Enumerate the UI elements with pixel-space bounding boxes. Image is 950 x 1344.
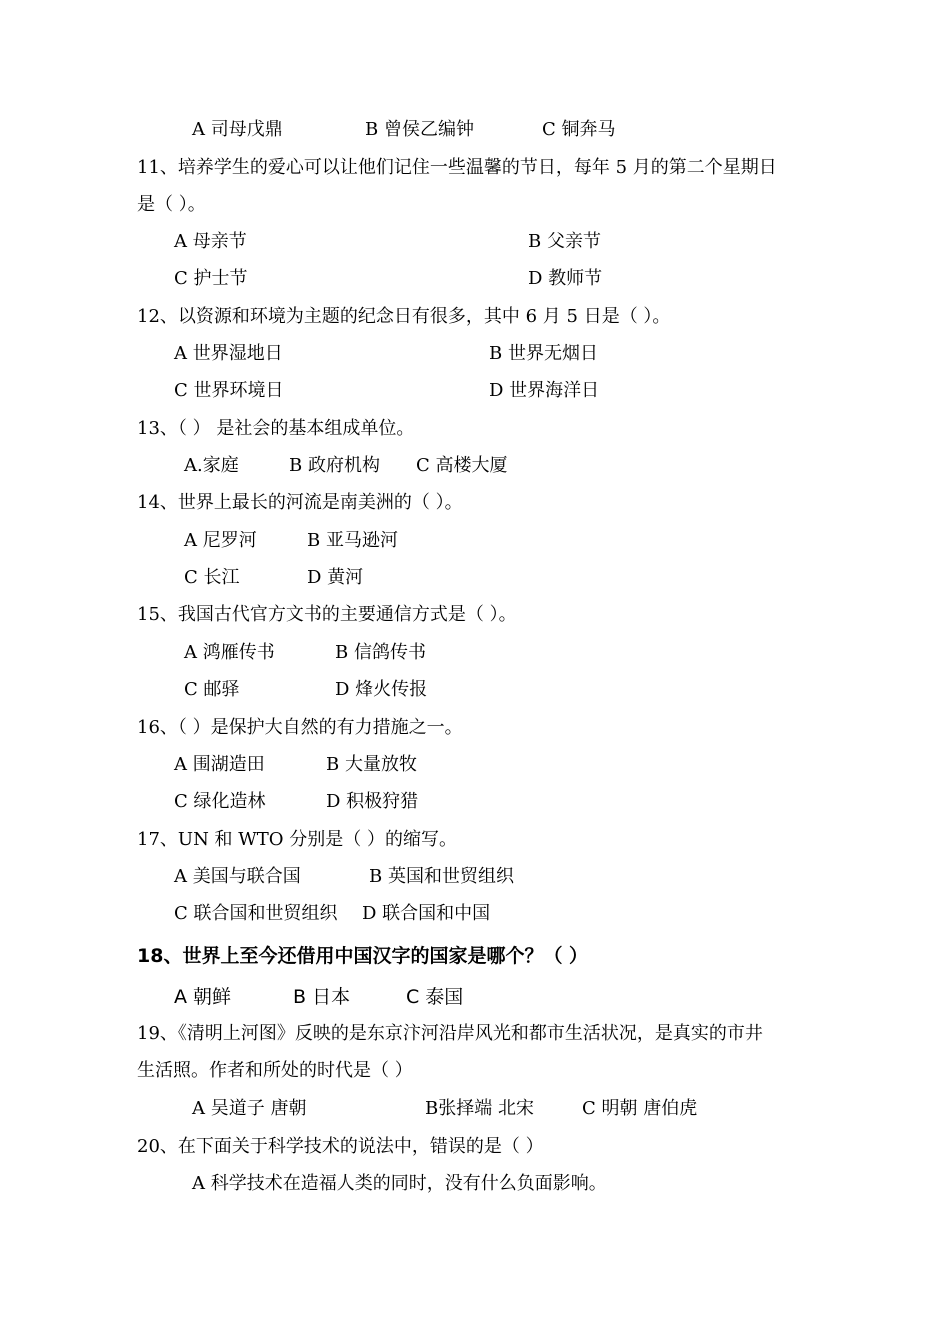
q17-option-d: D 联合国和中国 xyxy=(362,903,491,924)
q11-option-a: A 母亲节 xyxy=(174,231,247,252)
q15-option-b: B 信鸽传书 xyxy=(335,642,426,663)
q13-option-a: A.家庭 xyxy=(184,455,239,476)
q20-option-a: A 科学技术在造福人类的同时，没有什么负面影响。 xyxy=(192,1173,607,1194)
q15-option-a: A 鸿雁传书 xyxy=(184,642,275,663)
q19-option-c: C 明朝 唐伯虎 xyxy=(582,1098,698,1119)
q16-option-d: D 积极狩猎 xyxy=(326,791,419,812)
q17-option-c: C 联合国和世贸组织 xyxy=(174,903,338,924)
question-19-line-1: 19、《清明上河图》反映的是东京汴河沿岸风光和都市生活状况，是真实的市井 xyxy=(137,1023,763,1044)
q14-option-b: B 亚马逊河 xyxy=(307,530,398,551)
q14-option-d: D 黄河 xyxy=(307,567,364,588)
q13-option-c: C 高楼大厦 xyxy=(416,455,508,476)
question-16: 16、（ ）是保护大自然的有力措施之一。 xyxy=(137,717,463,738)
q17-option-a: A 美国与联合国 xyxy=(174,866,301,887)
q13-option-b: B 政府机构 xyxy=(289,455,380,476)
question-14: 14、世界上最长的河流是南美洲的（ ）。 xyxy=(137,492,463,513)
q10-option-c: C 铜奔马 xyxy=(542,119,616,140)
q12-option-a: A 世界湿地日 xyxy=(174,343,283,364)
q11-option-c: C 护士节 xyxy=(174,268,248,289)
q18-option-a: A 朝鲜 xyxy=(174,986,232,1008)
q14-option-c: C 长江 xyxy=(184,567,240,588)
q18-option-b: B 日本 xyxy=(293,986,351,1008)
question-12: 12、以资源和环境为主题的纪念日有很多，其中 6 月 5 日是（ ）。 xyxy=(137,306,671,327)
q19-option-b: B张择端 北宋 xyxy=(425,1098,534,1119)
q17-option-b: B 英国和世贸组织 xyxy=(369,866,514,887)
q12-option-d: D 世界海洋日 xyxy=(489,380,600,401)
q10-option-b: B 曾侯乙编钟 xyxy=(365,119,474,140)
q18-option-c: C 泰国 xyxy=(406,986,464,1008)
question-11-line-1: 11、培养学生的爱心可以让他们记住一些温馨的节日，每年 5 月的第二个星期日 xyxy=(137,157,777,178)
q15-option-c: C 邮驿 xyxy=(184,679,240,700)
q11-option-b: B 父亲节 xyxy=(528,231,601,252)
question-17: 17、UN 和 WTO 分别是（ ）的缩写。 xyxy=(137,829,457,850)
q11-option-d: D 教师节 xyxy=(528,268,603,289)
q16-option-c: C 绿化造林 xyxy=(174,791,266,812)
q12-option-c: C 世界环境日 xyxy=(174,380,284,401)
question-13: 13、（ ） 是社会的基本组成单位。 xyxy=(137,418,415,439)
q10-option-a: A 司母戊鼎 xyxy=(192,119,283,140)
q15-option-d: D 烽火传报 xyxy=(335,679,428,700)
q12-option-b: B 世界无烟日 xyxy=(489,343,598,364)
q16-option-a: A 围湖造田 xyxy=(174,754,265,775)
q16-option-b: B 大量放牧 xyxy=(326,754,417,775)
q14-option-a: A 尼罗河 xyxy=(184,530,257,551)
q19-option-a: A 吴道子 唐朝 xyxy=(192,1098,307,1119)
question-15: 15、我国古代官方文书的主要通信方式是（ ）。 xyxy=(137,604,517,625)
question-18: 18、世界上至今还借用中国汉字的国家是哪个？（ ） xyxy=(137,945,589,967)
question-11-line-2: 是（ ）。 xyxy=(137,194,206,215)
question-19-line-2: 生活照。作者和所处的时代是（ ） xyxy=(137,1060,413,1081)
question-20: 20、在下面关于科学技术的说法中，错误的是（ ） xyxy=(137,1136,544,1157)
